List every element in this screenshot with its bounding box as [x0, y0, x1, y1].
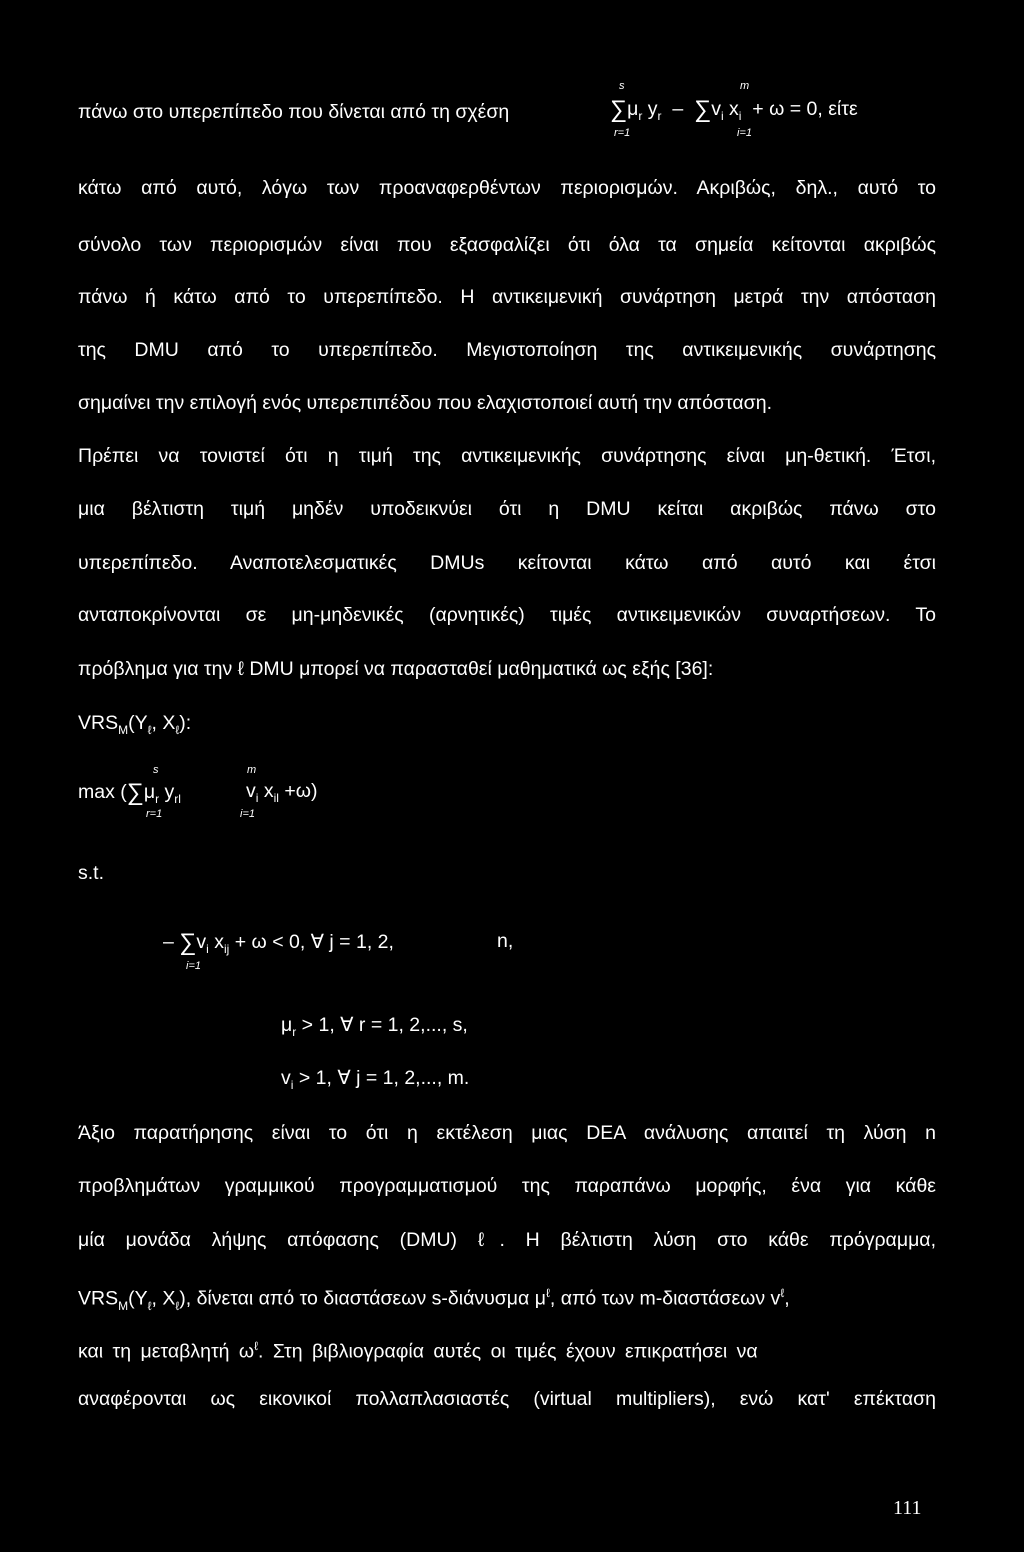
para2-vrs: VRS — [78, 1287, 119, 1310]
para1-line2: κάτω από αυτό, λόγω των προαναφερθέντων περιορισμών. Ακριβώς, δηλ., αυτό το — [78, 177, 936, 199]
objective-sum1-upper: s — [153, 764, 159, 776]
objective-x: x — [258, 780, 274, 802]
y-symbol: y — [642, 98, 658, 120]
y-subscript: r — [657, 109, 662, 123]
para2-line4-comma: , — [784, 1287, 790, 1310]
objective-y: y — [159, 781, 175, 803]
sum-symbol-2: ∑ — [694, 96, 712, 123]
constraint-1-end: n, — [497, 930, 514, 952]
para2-line4-text-b: , από των m-διαστάσεων v — [549, 1287, 781, 1310]
para1-line5: της DMU από το υπερεπίπεδο. Μεγιστοποίηση της αντικειμενικής συνάρτησης — [78, 339, 936, 361]
x-subscript: i — [738, 109, 742, 123]
vrs-y-subscript: ℓ — [147, 723, 152, 737]
constraint1-x-subscript: ij — [223, 942, 230, 956]
para1-line7: Πρέπει να τονιστεί ότι η τιμή της αντικειμενικής συνάρτησης είναι μη-θετική. Έτσι, — [78, 445, 936, 467]
para2-line2: προβλημάτων γραμμικού προγραμματισμού της παραπάνω μορφής, ένα για κάθε — [78, 1175, 936, 1197]
constraint2-mu-subscript: r — [292, 1025, 297, 1039]
objective-sum2-upper: m — [247, 764, 257, 776]
objective-second-term — [246, 778, 317, 806]
vrs-y: (Y — [128, 712, 148, 734]
para2-vrs-y: (Y — [128, 1287, 148, 1310]
objective-function — [78, 778, 181, 807]
objective-y-subscript: rl — [174, 792, 181, 806]
para1-line11: πρόβλημα για την ℓ DMU μπορεί να παρασταθεί μαθηματικά ως εξής [36]: — [78, 658, 714, 680]
para1-line1 — [78, 99, 509, 125]
constraint2-mu: μ — [281, 1014, 293, 1036]
constraint1-minus: – — [163, 931, 174, 953]
mu-subscript: r — [638, 109, 643, 123]
objective-x-subscript: il — [273, 791, 279, 805]
constraint1-sum-symbol: ∑ — [179, 929, 197, 956]
objective-mu: μ — [143, 781, 156, 803]
para2-line5-text-b: . Στη βιβλιογραφία αυτές οι τιμές έχουν επικρατήσει να — [258, 1340, 758, 1363]
vrs-subscript: M — [118, 723, 129, 737]
para2-line5 — [78, 1333, 936, 1365]
para1-line10: ανταποκρίνονται σε μη-μηδενικές (αρνητικές) τιμές αντικειμενικών συναρτήσεων. Το — [78, 604, 936, 626]
constraint1-x: x — [208, 931, 224, 953]
para1-line4: πάνω ή κάτω από το υπερεπίπεδο. Η αντικειμενική συνάρτηση μετρά την απόσταση — [78, 286, 936, 308]
vrs-model-label — [78, 710, 191, 738]
sum-symbol-1: ∑ — [610, 96, 628, 123]
para2-mu-superscript: ℓ — [545, 1286, 550, 1300]
constraint-1 — [163, 928, 394, 957]
objective-v: v — [246, 780, 256, 802]
vrs-x-subscript: ℓ — [175, 723, 180, 737]
sum1-upper-limit: s — [619, 80, 625, 92]
mu-symbol: μ — [627, 98, 639, 120]
sum1-lower-limit: r=1 — [614, 127, 631, 139]
sum2-lower-limit: i=1 — [737, 127, 752, 139]
vrs-text: VRS — [78, 712, 119, 734]
para1-line1-text: πάνω στο υπερεπίπεδο που δίνεται από τη σχέση — [78, 101, 510, 123]
v-subscript: i — [720, 109, 724, 123]
subject-to-label: s.t. — [78, 862, 105, 884]
constraint1-v: v — [196, 931, 207, 953]
para2-line1: Άξιο παρατήρησης είναι το ότι η εκτέλεση μιας DEA ανάλυσης απαιτεί τη λύση n — [78, 1122, 936, 1144]
constraint1-v-subscript: i — [206, 942, 209, 956]
constraint1-sum-lower: i=1 — [186, 960, 201, 972]
para2-vrs-x: , X — [151, 1287, 176, 1310]
objective-sum2-lower: i=1 — [240, 808, 255, 820]
vrs-x: , X — [151, 712, 176, 734]
para2-line5-text-a: και τη μεταβλητή ω — [78, 1340, 255, 1363]
objective-mu-subscript: r — [155, 792, 160, 806]
para2-vrs-subscript: M — [118, 1298, 129, 1313]
constraint3-tail: > 1, ∀ j = 1, 2,..., m. — [293, 1067, 470, 1089]
equation-hyperplane — [610, 95, 858, 124]
para2-line4 — [78, 1280, 936, 1314]
constraint-2 — [281, 1012, 468, 1040]
constraint2-tail: > 1, ∀ r = 1, 2,..., s, — [296, 1014, 468, 1036]
equation-tail: + ω = 0, είτε — [752, 98, 858, 120]
page-number: 111 — [893, 1497, 922, 1519]
constraint-3 — [281, 1065, 469, 1093]
objective-tail: +ω) — [278, 780, 318, 802]
para1-line8: μια βέλτιστη τιμή μηδέν υποδεικνύει ότι η DMU κείται ακριβώς πάνω στο — [78, 498, 936, 520]
constraint3-v: v — [281, 1067, 291, 1089]
para2-vrs-x-subscript: ℓ — [175, 1298, 180, 1313]
para2-v-superscript: ℓ — [780, 1286, 785, 1300]
objective-sum1-lower: r=1 — [146, 808, 163, 820]
constraint1-tail: + ω < 0, ∀ j = 1, 2, — [229, 931, 394, 953]
para1-line3: σύνολο των περιορισμών είναι που εξασφαλίζει ότι όλα τα σημεία κείτονται ακριβώς — [78, 234, 936, 256]
vrs-close: ): — [179, 712, 192, 734]
sum2-upper-limit: m — [740, 80, 750, 92]
para1-line9: υπερεπίπεδο. Αναποτελεσματικές DMUs κείτονται κάτω από αυτό και έτσι — [78, 552, 936, 574]
objective-v-subscript: i — [255, 791, 259, 805]
para1-line6: σημαίνει την επιλογή ενός υπερεπιπέδου που ελαχιστοποιεί αυτή την απόσταση. — [78, 392, 772, 414]
x-symbol: x — [723, 98, 739, 120]
para2-line3: μία μονάδα λήψης απόφασης (DMU) ℓ. Η βέλτιστη λύση στο κάθε πρόγραμμα, — [78, 1229, 936, 1251]
para2-line6: αναφέρονται ως εικονικοί πολλαπλασιαστές (virtual multipliers), ενώ κατ' επέκταση — [78, 1388, 936, 1410]
para2-omega-superscript: ℓ — [254, 1339, 259, 1353]
minus-sign: – — [672, 98, 684, 120]
para2-vrs-y-subscript: ℓ — [147, 1298, 152, 1313]
v-symbol: v — [711, 98, 721, 120]
constraint3-v-subscript: i — [290, 1078, 294, 1092]
max-label: max ( — [78, 781, 127, 803]
para2-line4-text-a: ), δίνεται από το διαστάσεων s-διάνυσμα μ — [179, 1287, 546, 1310]
objective-sum-symbol-1: ∑ — [126, 779, 144, 806]
